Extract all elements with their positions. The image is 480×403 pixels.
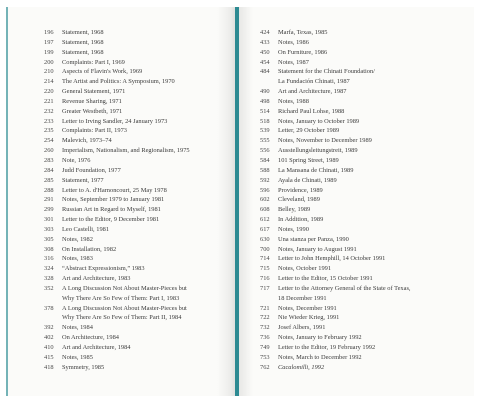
entry-title: Providence, 1989 [278,186,323,194]
page-number: 722 [260,314,270,322]
page-number: 288 [44,186,54,194]
page-number: 235 [44,127,54,135]
page-number: 285 [44,176,54,184]
entry-title: Notes, September 1979 to January 1981 [62,196,165,204]
page-number: 596 [260,186,270,194]
page-number: 402 [44,334,54,342]
page-number: 555 [260,137,270,145]
entry-title: Letter to the Editor, 19 February 1992 [278,344,376,351]
entry-title: Complaints: Part I, 1969 [62,58,125,66]
page-number: 753 [260,353,270,361]
page-number: 602 [260,196,270,204]
page-number: 484 [260,68,270,76]
page-number: 308 [44,245,54,253]
entry-title: Letter to the Attorney General of the State of Texas, [278,284,411,292]
page-number: 715 [260,265,270,273]
page-number: 260 [44,147,54,155]
entry-title: Russian Art in Regard to Myself, 1981 [62,206,161,214]
page-number: 233 [44,117,54,125]
entry-title: Art and Architecture, 1983 [62,275,131,283]
entry-title: Ausstellungsleitungstreit, 1989 [278,147,358,155]
page-number: 200 [44,58,54,66]
entry-title: Notes, 1983 [62,255,93,263]
page-number: 220 [44,88,54,96]
entry-title: In Addition, 1989 [278,216,324,224]
entry-title: Richard Paul Lohse, 1988 [278,107,345,115]
page-number: 732 [260,324,270,332]
entry-title: Notes, 1985 [62,353,93,361]
page-number: 700 [260,245,270,253]
page-number: 721 [260,304,270,312]
entry-title: Notes, 1986 [278,38,309,46]
entry-title: A Long Discussion Not About Master-Pieces but [62,304,187,312]
page-number: 539 [260,127,270,135]
entry-title: On Installation, 1982 [62,245,117,253]
entry-title: Notes, January to October 1989 [278,117,360,125]
entry-title: Notes, 1990 [278,225,309,233]
entry-title: On Furniture, 1986 [278,48,328,56]
entry-title: Josef Albers, 1991 [278,324,326,332]
entry-title: Statement, 1968 [62,38,104,46]
entry-title: Letter, 29 October 1989 [278,127,340,135]
page-number: 392 [44,324,54,332]
page-edge [6,7,8,396]
page-number: 433 [260,38,270,46]
entry-title: Greater Westbeth, 1971 [62,107,123,115]
page-number: 556 [260,147,270,155]
entry-title: Letter to Irving Sandler, 24 January 1973 [62,117,168,125]
gutter-shadow [217,7,235,396]
page-number: 415 [44,353,54,361]
page-number: 410 [44,344,54,351]
page-number: 305 [44,235,54,243]
entry-title: Statement, 1968 [62,48,104,56]
entry-title: 101 Spring Street, 1989 [278,156,339,164]
gutter-shadow [239,7,253,396]
page-number: 714 [260,255,270,263]
entry-title: Notes, December 1991 [278,304,337,312]
entry-title: Notes, March to December 1992 [278,353,362,361]
page-number: 762 [260,363,270,371]
entry-title: Cleveland, 1989 [278,196,320,204]
entry-title-continued: La Fundación Chinati, 1987 [278,78,350,86]
page-number: 199 [44,48,54,56]
open-book [6,7,474,396]
entry-title: Una stanza per Panza, 1990 [278,235,349,243]
page-number: 630 [260,235,270,243]
page-number: 303 [44,225,54,233]
entry-title: Notes, 1984 [62,324,93,332]
page-number: 454 [260,58,270,66]
entry-title: Aspects of Flavin's Work, 1969 [62,68,143,76]
entry-title: Notes, 1982 [62,235,93,243]
page-number: 592 [260,176,270,184]
page-number: 299 [44,206,54,214]
page-number: 584 [260,156,270,164]
page-number: 291 [44,196,54,204]
page-number: 221 [44,97,54,105]
page-number: 210 [44,68,54,76]
entry-title: Cacalomilli, 1992 [278,363,325,371]
page-number: 736 [260,334,270,342]
entry-title: Marfa, Texas, 1985 [278,29,328,36]
page-number: 378 [44,304,54,312]
entry-title: Ayala de Chinati, 1989 [278,176,337,184]
page-number: 316 [44,255,54,263]
entry-title: Belley, 1989 [278,206,311,214]
page-number: 612 [260,216,270,224]
entry-title: Complaints: Part II, 1973 [62,127,127,135]
entry-title: Statement for the Chinati Foundation/ [278,68,375,76]
page-number: 328 [44,275,54,283]
entry-title: Art and Architecture, 1984 [62,344,131,351]
page-number: 283 [44,156,54,164]
page-number: 749 [260,344,270,351]
page-number: 352 [44,284,54,292]
page-number: 518 [260,117,270,125]
page-number: 254 [44,137,54,145]
entry-title: Judd Foundation, 1977 [62,166,121,174]
left-page [6,7,235,396]
entry-title: Letter to John Hemphill, 14 October 1991 [278,255,386,263]
entry-title: Letter to the Editor, 15 October 1991 [278,275,373,283]
entry-title: Statement, 1977 [62,176,104,184]
page-number: 418 [44,363,54,371]
page-number: 301 [44,216,54,224]
entry-title-continued: Why There Are So Few of Them: Part I, 1983 [62,294,180,302]
entry-title: Revenue Sharing, 1971 [62,97,122,105]
page-number: 588 [260,166,270,174]
entry-title: Symmetry, 1985 [62,363,105,371]
entry-title-continued: 18 December 1991 [278,294,327,302]
page-number: 490 [260,88,270,96]
entry-title-continued: Why There Are So Few of Them: Part II, 1984 [62,314,182,322]
entry-title: Notes, January to February 1992 [278,334,362,342]
page-number: 617 [260,225,270,233]
entry-title: Notes, 1987 [278,58,309,66]
entry-title: Letter to A. d'Harnoncourt, 25 May 1978 [62,186,167,194]
entry-title: A Long Discussion Not About Master-Pieces but [62,284,187,292]
right-page [239,7,474,396]
page-number: 716 [260,275,270,283]
entry-title: Art and Architecture, 1987 [278,88,347,96]
page-number: 214 [44,78,54,86]
page-number: 284 [44,166,54,174]
page-number: 498 [260,97,270,105]
entry-title: General Statement, 1971 [62,88,126,96]
page-number: 450 [260,48,270,56]
entry-title: Note, 1976 [62,156,91,164]
entry-title: La Mansana de Chinati, 1989 [278,166,354,174]
entry-title: Notes, November to December 1989 [278,137,372,145]
page-number: 196 [44,29,54,36]
page-number: 608 [260,206,270,214]
entry-title: Statement, 1968 [62,29,104,36]
entry-title: The Artist and Politics: A Symposium, 1970 [62,78,175,86]
entry-title: Nie Wieder Krieg, 1991 [278,314,340,322]
entry-title: Imperialism, Nationalism, and Regionalism, 1975 [62,147,190,155]
entry-title: On Architecture, 1984 [62,334,119,342]
page-number: 514 [260,107,270,115]
page-number: 324 [44,265,54,273]
page-number: 424 [260,29,270,36]
entry-title: Letter to the Editor, 9 December 1981 [62,216,160,224]
page-number: 197 [44,38,54,46]
page-number: 717 [260,284,270,292]
page-number: 232 [44,107,54,115]
entry-title: Leo Castelli, 1981 [62,225,110,233]
entry-title: Malevich, 1973–74 [62,137,112,145]
entry-title: “Abstract Expressionism,” 1983 [62,265,145,273]
entry-title: Notes, January to August 1991 [278,245,357,253]
entry-title: Notes, October 1991 [278,265,332,273]
entry-title: Notes, 1988 [278,97,309,105]
